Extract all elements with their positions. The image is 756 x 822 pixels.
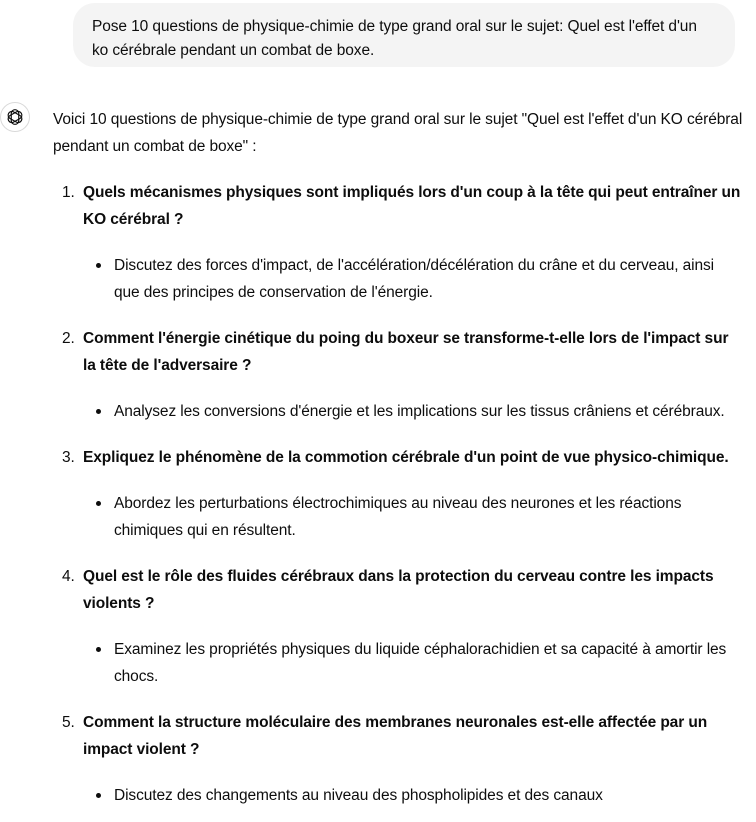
question-detail: Discutez des forces d'impact, de l'accélération/décélération du crâne et du cerveau, ainsi que des principes de conservation de l'énergie. bbox=[83, 252, 743, 306]
openai-logo-icon bbox=[5, 107, 25, 127]
question-title: Comment l'énergie cinétique du poing du boxeur se transforme-t-elle lors de l'impact sur la tête de l'adversaire ? bbox=[83, 330, 729, 374]
question-details bbox=[83, 490, 743, 544]
question-title: Comment la structure moléculaire des membranes neuronales est-elle affectée par un impact violent ? bbox=[83, 714, 708, 758]
user-message-bubble bbox=[73, 3, 735, 67]
assistant-message bbox=[53, 106, 743, 822]
question-detail: Analysez les conversions d'énergie et les implications sur les tissus crâniens et cérébraux. bbox=[83, 398, 743, 425]
question-number: 1. bbox=[62, 184, 75, 201]
question-number: 2. bbox=[62, 330, 75, 347]
question-item bbox=[53, 444, 743, 544]
question-item bbox=[53, 179, 743, 306]
question-list bbox=[53, 179, 743, 809]
question-title: Quels mécanismes physiques sont impliqués lors d'un coup à la tête qui peut entraîner un KO cérébral ? bbox=[83, 184, 741, 228]
assistant-avatar bbox=[0, 102, 30, 132]
user-message-text: Pose 10 questions de physique-chimie de type grand oral sur le sujet: Quel est l'effet d'un ko cérébrale pendant un combat de boxe. bbox=[92, 18, 697, 59]
question-details bbox=[83, 252, 743, 306]
question-title: Quel est le rôle des fluides cérébraux dans la protection du cerveau contre les impacts violents ? bbox=[83, 568, 714, 612]
question-title: Expliquez le phénomène de la commotion cérébrale d'un point de vue physico-chimique. bbox=[83, 449, 729, 466]
assistant-intro: Voici 10 questions de physique-chimie de type grand oral sur le sujet "Quel est l'effet d'un KO cérébral pendant un combat de boxe" : bbox=[53, 111, 743, 155]
question-details bbox=[83, 636, 743, 690]
question-number: 5. bbox=[62, 714, 75, 731]
question-item bbox=[53, 563, 743, 690]
question-item bbox=[53, 709, 743, 809]
question-detail: Examinez les propriétés physiques du liquide céphalorachidien et sa capacité à amortir les chocs. bbox=[83, 636, 743, 690]
question-detail: Discutez des changements au niveau des phospholipides et des canaux bbox=[83, 782, 743, 809]
question-number: 3. bbox=[62, 449, 75, 466]
question-number: 4. bbox=[62, 568, 75, 585]
question-details bbox=[83, 398, 743, 425]
question-item bbox=[53, 325, 743, 425]
question-detail: Abordez les perturbations électrochimiques au niveau des neurones et les réactions chimiques qui en résultent. bbox=[83, 490, 743, 544]
question-details bbox=[83, 782, 743, 809]
